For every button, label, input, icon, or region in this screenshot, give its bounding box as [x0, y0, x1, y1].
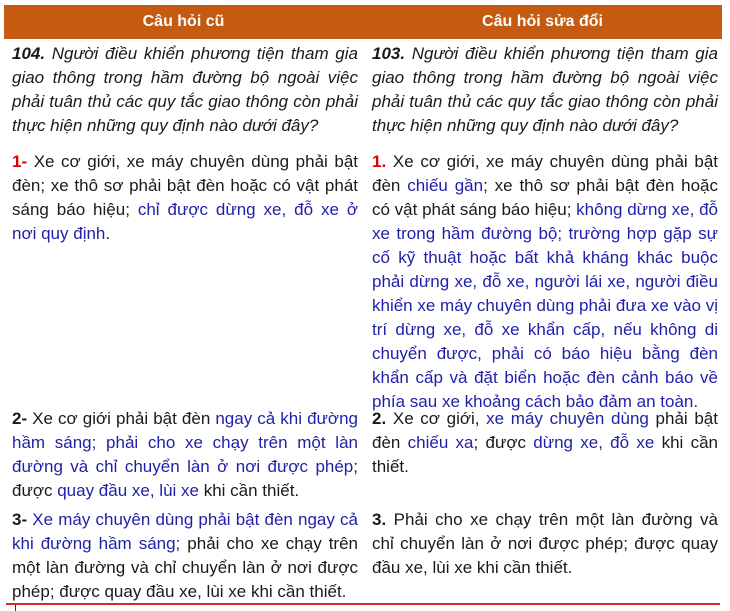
old-answer-3-part: phải cho xe chạy trên một làn đường và chỉ chuyển làn ở nơi được phép; được quay đầu xe, lùi xe khi cần thiết.: [12, 534, 359, 601]
new-answer-2-highlight: dừng xe, đỗ xe: [533, 433, 655, 452]
new-answer-1: [372, 150, 718, 414]
new-answer-1-number: 1.: [372, 152, 387, 171]
old-answer-2-part: ; được: [12, 457, 358, 500]
new-answer-2-number: 2.: [372, 409, 387, 428]
new-answer-2-part: Xe cơ giới,: [386, 409, 487, 428]
table-header: [4, 5, 722, 39]
new-answer-2-part: khi cần thiết.: [372, 433, 718, 476]
new-question-body: Người điều khiển phương tiện tham gia giao thông trong hầm đường bộ ngoài việc phải tuân thủ các quy tắc giao thông còn phải thực hiện những quy định nào dưới đây?: [372, 44, 718, 135]
new-answer-1-part: ; xe thô sơ phải bật đèn hoặc có vật phát sáng báo hiệu;: [372, 176, 718, 219]
old-answer-1-part: Xe cơ giới, xe máy chuyên dùng phải bật đèn; xe thô sơ phải bật đèn hoặc có vật phát sáng báo hiệu;: [12, 152, 358, 219]
old-answer-2-part: khi cần thiết.: [198, 481, 300, 500]
new-answer-1-highlight: không dừng xe, đỗ xe trong hầm đường bộ; trường hợp gặp sự cố kỹ thuật hoặc bất khả kháng khác buộc phải dừng xe, đỗ xe, người lái xe, người điều khiển xe máy chuyên dùng phải đưa xe vào vị trí dừng xe, đỗ xe khẩn cấp, nếu không di chuyển được, phải có báo hiệu bằng đèn khẩn cấp và đặt biển hoặc đèn cảnh báo về phía sau xe khoảng cách bảo đảm an toàn.: [372, 200, 718, 411]
new-answer-3-number: 3.: [372, 510, 387, 529]
new-answer-2-part: ; được: [473, 433, 534, 452]
old-answer-1-highlight: chỉ được dừng xe, đỗ xe ở nơi quy định: [12, 200, 358, 243]
new-answer-3: [372, 508, 718, 580]
old-answer-2: [12, 407, 358, 503]
new-question-text: [372, 42, 718, 138]
old-answer-2-highlight: quay đầu xe, lùi xe: [57, 481, 199, 500]
old-answer-2-number: 2-: [12, 409, 28, 428]
header-new-question: Câu hỏi sửa đổi: [482, 13, 603, 30]
old-answer-1-number: 1-: [12, 152, 28, 171]
old-answer-2-highlight: ngay cả khi đường hầm sáng; phải cho xe chạy trên một làn đường và chỉ chuyển làn ở nơi được phép: [12, 409, 358, 476]
old-answer-1: [12, 150, 358, 246]
new-question-number: 103.: [372, 44, 406, 63]
new-answer-3-part: Phải cho xe chạy trên một làn đường và chỉ chuyển làn ở nơi được phép; được quay đầu xe, lùi xe khi cần thiết.: [372, 510, 718, 577]
new-answer-2: [372, 407, 718, 479]
new-answer-2-highlight: xe máy chuyên dùng: [486, 409, 649, 428]
new-answer-1-part: Xe cơ giới, xe máy chuyên dùng phải bật đèn: [372, 152, 718, 195]
old-question-number: 104.: [12, 44, 46, 63]
old-question-body: Người điều khiển phương tiện tham gia giao thông trong hầm đường bộ ngoài việc phải tuân thủ các quy tắc giao thông còn phải thực hiện những quy định nào dưới đây?: [12, 44, 358, 135]
old-question-text: [12, 42, 358, 138]
new-answer-2-part: phải bật đèn: [372, 409, 718, 452]
new-answer-1-highlight: chiếu gần: [407, 176, 484, 195]
old-answer-2-part: Xe cơ giới phải bật đèn: [27, 409, 216, 428]
old-answer-1-part: .: [105, 224, 111, 243]
bottom-divider: [6, 603, 720, 605]
old-answer-3-number: 3-: [12, 510, 28, 529]
header-old-question: Câu hỏi cũ: [142, 13, 225, 30]
new-answer-2-highlight: chiếu xa: [407, 433, 474, 452]
text-cursor-mark: [15, 605, 16, 611]
old-answer-3: [12, 508, 358, 604]
old-answer-3-highlight: Xe máy chuyên dùng phải bật đèn ngay cả khi đường hầm sáng;: [12, 510, 358, 553]
